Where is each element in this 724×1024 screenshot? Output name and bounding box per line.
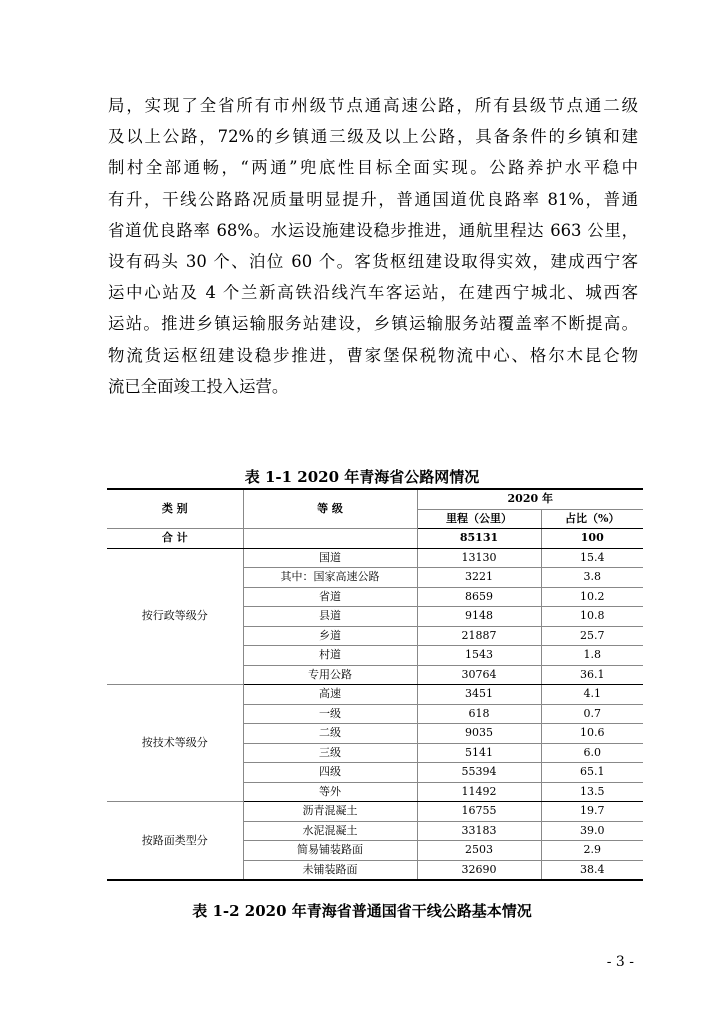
ratio-cell: 10.2 (541, 587, 643, 607)
grade-cell: 省道 (243, 587, 417, 607)
ratio-cell: 4.1 (541, 685, 643, 705)
mileage-cell: 5141 (417, 743, 541, 763)
ratio-cell: 39.0 (541, 821, 643, 841)
table-row (107, 685, 643, 705)
group-name: 按行政等级分 (107, 548, 243, 685)
body-line: 及以上公路，72%的乡镇通三级及以上公路，具备条件的乡镇和建 (108, 127, 638, 147)
ratio-cell: 36.1 (541, 665, 643, 685)
body-line: 局，实现了全省所有市州级节点通高速公路，所有县级节点通二级 (108, 96, 638, 115)
ratio-cell: 38.4 (541, 860, 643, 880)
ratio-cell: 0.7 (541, 704, 643, 724)
ratio-cell: 19.7 (541, 802, 643, 822)
group-name: 按技术等级分 (107, 685, 243, 802)
mileage-cell: 9148 (417, 607, 541, 627)
group-name: 按路面类型分 (107, 802, 243, 881)
ratio-cell: 1.8 (541, 646, 643, 666)
grade-cell: 其中：国家高速公路 (243, 568, 417, 588)
grade-cell: 等外 (243, 782, 417, 802)
total-ratio: 100 (541, 529, 643, 549)
body-line: 运站。推进乡镇运输服务站建设，乡镇运输服务站覆盖率不断提高。 (108, 314, 638, 334)
grade-cell: 三级 (243, 743, 417, 763)
header-mileage: 里程（公里） (417, 509, 541, 529)
ratio-cell: 2.9 (541, 841, 643, 861)
grade-cell: 二级 (243, 724, 417, 744)
mileage-cell: 3451 (417, 685, 541, 705)
total-mileage: 85131 (417, 529, 541, 549)
grade-cell: 专用公路 (243, 665, 417, 685)
mileage-cell: 8659 (417, 587, 541, 607)
road-network-table (107, 488, 643, 881)
table2-caption: 表 1-2 2020 年青海省普通国省干线公路基本情况 (192, 902, 532, 920)
grade-cell: 高速 (243, 685, 417, 705)
mileage-cell: 33183 (417, 821, 541, 841)
body-line: 流已全面竣工投入运营。 (108, 376, 289, 396)
body-line: 有升，干线公路路况质量明显提升，普通国道优良路率 81%，普通 (108, 189, 638, 209)
body-line: 物流货运枢纽建设稳步推进，曹家堡保税物流中心、格尔木昆仑物 (108, 345, 638, 365)
ratio-cell: 10.8 (541, 607, 643, 627)
body-line: 省道优良路率 68%。水运设施建设稳步推进，通航里程达 663 公里， (108, 220, 638, 240)
mileage-cell: 30764 (417, 665, 541, 685)
header-grade: 等 级 (243, 489, 417, 529)
grade-cell: 沥青混凝土 (243, 802, 417, 822)
grade-cell: 一级 (243, 704, 417, 724)
body-line: 制村全部通畅，“两通”兜底性目标全面实现。公路养护水平稳中 (108, 158, 638, 178)
mileage-cell: 32690 (417, 860, 541, 880)
header-ratio: 占比（%） (541, 509, 643, 529)
mileage-cell: 21887 (417, 626, 541, 646)
mileage-cell: 2503 (417, 841, 541, 861)
ratio-cell: 10.6 (541, 724, 643, 744)
header-category: 类 别 (107, 489, 243, 529)
grade-cell: 村道 (243, 646, 417, 666)
page-number: - 3 - (606, 954, 634, 970)
grade-cell: 简易铺装路面 (243, 841, 417, 861)
mileage-cell: 13130 (417, 548, 541, 568)
table-row-total (107, 529, 643, 549)
mileage-cell: 16755 (417, 802, 541, 822)
mileage-cell: 3221 (417, 568, 541, 588)
body-line: 运中心站及 4 个兰新高铁沿线汽车客运站，在建西宁城北、城西客 (108, 283, 638, 303)
mileage-cell: 11492 (417, 782, 541, 802)
grade-cell: 四级 (243, 763, 417, 783)
grade-cell: 县道 (243, 607, 417, 627)
table-row (107, 548, 643, 568)
grade-cell: 国道 (243, 548, 417, 568)
table1-caption: 表 1-1 2020 年青海省公路网情况 (244, 468, 480, 486)
mileage-cell: 55394 (417, 763, 541, 783)
ratio-cell: 6.0 (541, 743, 643, 763)
body-line: 设有码头 30 个、泊位 60 个。客货枢纽建设取得实效，建成西宁客 (108, 251, 638, 271)
ratio-cell: 15.4 (541, 548, 643, 568)
total-grade-empty (243, 529, 417, 549)
table-row (107, 802, 643, 822)
mileage-cell: 1543 (417, 646, 541, 666)
ratio-cell: 25.7 (541, 626, 643, 646)
mileage-cell: 618 (417, 704, 541, 724)
ratio-cell: 3.8 (541, 568, 643, 588)
grade-cell: 乡道 (243, 626, 417, 646)
body-paragraph (108, 90, 638, 402)
header-year: 2020 年 (417, 489, 643, 509)
total-label: 合 计 (107, 529, 243, 549)
grade-cell: 未铺装路面 (243, 860, 417, 880)
grade-cell: 水泥混凝土 (243, 821, 417, 841)
mileage-cell: 9035 (417, 724, 541, 744)
ratio-cell: 65.1 (541, 763, 643, 783)
ratio-cell: 13.5 (541, 782, 643, 802)
